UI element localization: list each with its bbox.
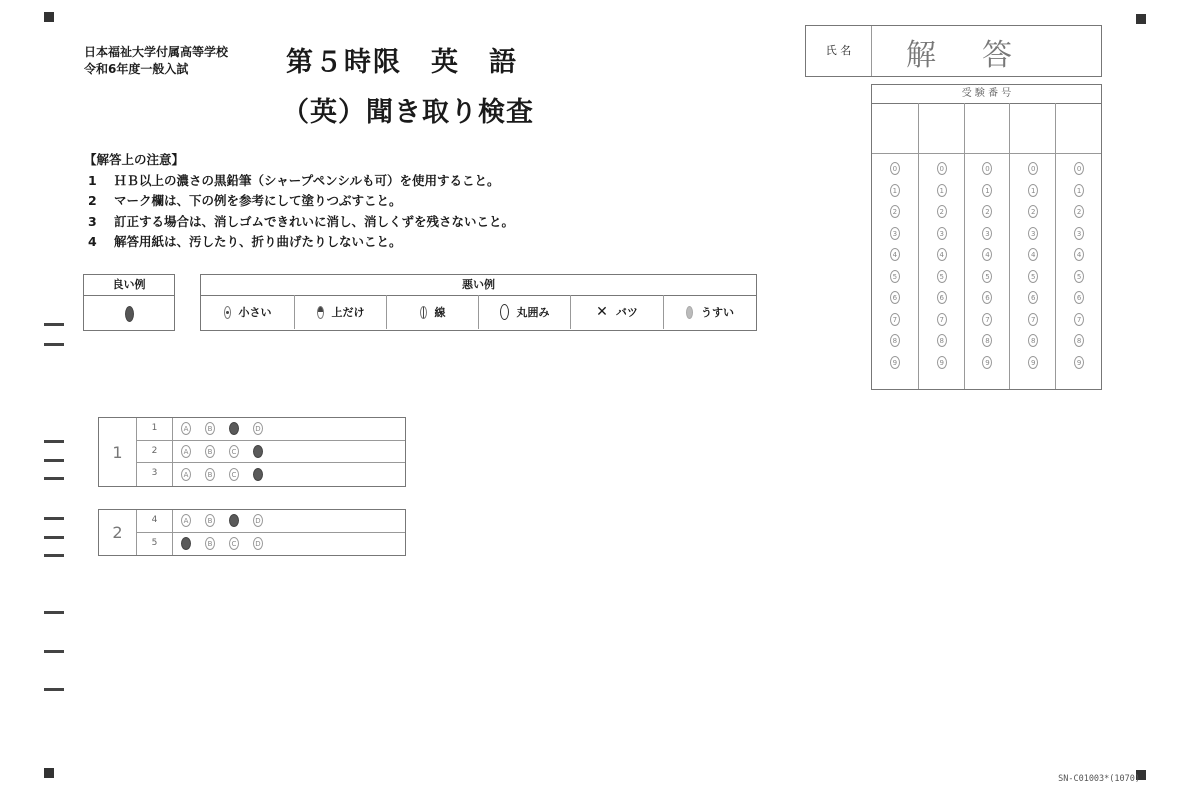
exam-number-bubble[interactable]: 2 — [890, 205, 900, 218]
exam-number-column — [1009, 103, 1055, 389]
timing-mark — [44, 650, 64, 653]
exam-number-bubble[interactable]: 2 — [1074, 205, 1084, 218]
exam-number-bubble[interactable]: 6 — [982, 291, 992, 304]
answer-bubble-c[interactable]: C — [229, 445, 239, 458]
exam-number-bubble[interactable]: 1 — [1028, 184, 1038, 197]
instruction-item — [84, 212, 514, 233]
name-value[interactable]: 解 答 — [906, 38, 1020, 73]
good-example-box — [83, 274, 175, 331]
timing-mark — [44, 611, 64, 614]
answer-section-2 — [98, 509, 406, 556]
exam-number-bubble[interactable]: 4 — [1074, 248, 1084, 261]
corner-mark-bottom-left — [44, 768, 54, 778]
corner-mark-top-right — [1136, 14, 1146, 24]
instruction-text: ＨＢ以上の濃さの黒鉛筆（シャープペンシルも可）を使用すること。 — [114, 172, 500, 188]
bad-example-circle: 丸囲み — [478, 295, 570, 329]
timing-mark — [44, 688, 64, 691]
faint-mark — [686, 306, 693, 319]
exam-number-bubble[interactable]: 2 — [982, 205, 992, 218]
answer-bubble-a[interactable]: A — [181, 422, 191, 435]
section-number: 2 — [99, 510, 137, 555]
answer-bubble-a[interactable]: A — [181, 445, 191, 458]
question-number: 5 — [137, 533, 173, 556]
circled-mark — [500, 304, 509, 320]
exam-number-bubble[interactable]: 0 — [982, 162, 992, 175]
exam-number-bubble[interactable]: 3 — [937, 227, 947, 240]
exam-number-label: 受 験 番 号 — [872, 85, 1101, 104]
answer-bubble-c[interactable] — [229, 514, 239, 527]
top-only-mark — [317, 306, 324, 319]
exam-number-bubble[interactable]: 1 — [890, 184, 900, 197]
exam-number-bubble[interactable]: 2 — [937, 205, 947, 218]
bad-example-box — [200, 274, 757, 331]
answer-bubble-b[interactable]: B — [205, 422, 215, 435]
answer-section-1 — [98, 417, 406, 487]
bad-example-top-only: 上だけ — [294, 295, 386, 329]
answer-bubble-b[interactable]: B — [205, 445, 215, 458]
instruction-item — [84, 171, 514, 192]
corner-mark-top-left — [44, 12, 54, 22]
question-number: 1 — [137, 418, 173, 440]
instruction-number: 1 — [88, 172, 97, 188]
exam-number-bubble[interactable]: 8 — [1074, 334, 1084, 347]
exam-name: 令和6年度一般入試 — [84, 62, 189, 76]
exam-number-write-cell[interactable] — [1010, 103, 1055, 154]
question-number: 3 — [137, 463, 173, 486]
page-title: 第５時限 英 語 — [286, 47, 518, 78]
timing-mark — [44, 323, 64, 326]
line-mark — [420, 306, 427, 319]
exam-number-write-cell[interactable] — [965, 103, 1010, 154]
school-name: 日本福祉大学付属高等学校 — [84, 45, 229, 59]
timing-mark — [44, 536, 64, 539]
timing-mark — [44, 440, 64, 443]
exam-number-bubble[interactable]: 4 — [1028, 248, 1038, 261]
exam-number-bubble[interactable]: 5 — [1028, 270, 1038, 283]
question-row — [137, 418, 405, 441]
question-row — [137, 441, 405, 464]
page-subtitle: （英）聞き取り検査 — [282, 97, 534, 128]
exam-number-bubble[interactable]: 8 — [890, 334, 900, 347]
exam-number-bubble[interactable]: 0 — [937, 162, 947, 175]
answer-bubble-b[interactable]: B — [205, 468, 215, 481]
exam-number-bubble[interactable]: 8 — [937, 334, 947, 347]
form-code: SN-C01003*(1070) — [1058, 774, 1140, 784]
exam-number-bubble[interactable]: 3 — [982, 227, 992, 240]
school-info — [84, 44, 228, 78]
exam-number-write-cell[interactable] — [1056, 103, 1101, 154]
filled-mark-example — [125, 306, 134, 322]
exam-number-bubble[interactable]: 5 — [982, 270, 992, 283]
exam-number-bubble[interactable]: 6 — [890, 291, 900, 304]
name-box — [805, 25, 1102, 77]
answer-bubble-b[interactable]: B — [205, 514, 215, 527]
answer-bubble-c[interactable]: C — [229, 468, 239, 481]
question-row — [137, 510, 405, 533]
exam-number-bubble[interactable]: 9 — [890, 356, 900, 369]
exam-number-bubble[interactable]: 7 — [982, 313, 992, 326]
question-row — [137, 463, 405, 486]
name-label: 氏 名 — [806, 26, 872, 76]
bad-example-line: 線 — [386, 295, 478, 329]
timing-mark — [44, 459, 64, 462]
exam-number-bubble[interactable]: 5 — [1074, 270, 1084, 283]
question-number: 2 — [137, 441, 173, 463]
exam-number-bubble[interactable]: 3 — [1074, 227, 1084, 240]
answer-bubble-c[interactable] — [229, 422, 239, 435]
exam-number-bubble[interactable]: 4 — [937, 248, 947, 261]
exam-number-bubble[interactable]: 0 — [1028, 162, 1038, 175]
instruction-number: 3 — [88, 213, 97, 229]
bad-example-label: 悪い例 — [201, 275, 756, 296]
exam-number-write-cell[interactable] — [872, 103, 918, 154]
exam-number-bubble[interactable]: 4 — [890, 248, 900, 261]
exam-number-bubble[interactable]: 2 — [1028, 205, 1038, 218]
exam-number-write-cell[interactable] — [919, 103, 964, 154]
exam-number-bubble[interactable]: 5 — [937, 270, 947, 283]
exam-number-bubble[interactable]: 5 — [890, 270, 900, 283]
exam-number-bubble[interactable]: 6 — [1074, 291, 1084, 304]
exam-number-bubble[interactable]: 6 — [937, 291, 947, 304]
exam-number-bubble[interactable]: 0 — [890, 162, 900, 175]
exam-number-column — [964, 103, 1010, 389]
timing-mark — [44, 517, 64, 520]
answer-bubble-d[interactable] — [253, 445, 263, 458]
exam-number-bubble[interactable]: 1 — [937, 184, 947, 197]
exam-number-grid — [872, 103, 1101, 389]
exam-number-box — [871, 84, 1102, 390]
answer-bubble-d[interactable]: D — [253, 537, 263, 550]
exam-number-bubble[interactable]: 9 — [937, 356, 947, 369]
exam-number-bubble[interactable]: 1 — [1074, 184, 1084, 197]
answer-bubble-c[interactable]: C — [229, 537, 239, 550]
answer-bubble-a[interactable]: A — [181, 514, 191, 527]
answer-bubble-d[interactable] — [253, 468, 263, 481]
exam-number-column — [872, 103, 918, 389]
cross-mark: ✕ — [596, 304, 608, 320]
exam-number-bubble[interactable]: 7 — [1028, 313, 1038, 326]
exam-number-bubble[interactable]: 7 — [1074, 313, 1084, 326]
instruction-text: マーク欄は、下の例を参考にして塗りつぶすこと。 — [114, 193, 402, 208]
instruction-item — [84, 232, 514, 253]
answer-bubble-b[interactable]: B — [205, 537, 215, 550]
question-row — [137, 533, 405, 556]
exam-number-bubble[interactable]: 8 — [1028, 334, 1038, 347]
exam-number-bubble[interactable]: 6 — [1028, 291, 1038, 304]
good-example-label: 良い例 — [84, 275, 174, 296]
question-number: 4 — [137, 510, 173, 532]
exam-number-column — [1055, 103, 1101, 389]
answer-bubble-a[interactable] — [181, 537, 191, 550]
timing-mark — [44, 554, 64, 557]
instructions — [84, 150, 514, 253]
exam-number-bubble[interactable]: 4 — [982, 248, 992, 261]
exam-number-bubble[interactable]: 7 — [937, 313, 947, 326]
answer-bubble-d[interactable]: D — [253, 514, 263, 527]
instruction-text: 解答用紙は、汚したり、折り曲げたりしないこと。 — [114, 234, 402, 249]
exam-number-bubble[interactable]: 7 — [890, 313, 900, 326]
exam-number-bubble[interactable]: 0 — [1074, 162, 1084, 175]
section-number: 1 — [99, 418, 137, 486]
timing-mark — [44, 343, 64, 346]
instructions-title: 【解答上の注意】 — [84, 152, 185, 167]
instruction-text: 訂正する場合は、消しゴムできれいに消し、消しくずを残さないこと。 — [114, 213, 515, 229]
bad-example-small: 小さい — [201, 295, 294, 329]
exam-number-bubble[interactable]: 9 — [1028, 356, 1038, 369]
instruction-item — [84, 191, 514, 212]
bad-example-faint: うすい — [663, 295, 756, 329]
instruction-number: 2 — [88, 193, 97, 208]
small-dot-mark — [224, 306, 231, 319]
exam-number-bubble[interactable]: 3 — [1028, 227, 1038, 240]
answer-bubble-a[interactable]: A — [181, 468, 191, 481]
exam-number-bubble[interactable]: 1 — [982, 184, 992, 197]
exam-number-bubble[interactable]: 3 — [890, 227, 900, 240]
exam-number-column — [918, 103, 964, 389]
exam-number-bubble[interactable]: 8 — [982, 334, 992, 347]
exam-number-bubble[interactable]: 9 — [982, 356, 992, 369]
timing-mark — [44, 477, 64, 480]
answer-bubble-d[interactable]: D — [253, 422, 263, 435]
instruction-number: 4 — [88, 234, 97, 249]
exam-number-bubble[interactable]: 9 — [1074, 356, 1084, 369]
bad-example-cross: ✕ バツ — [570, 295, 663, 329]
